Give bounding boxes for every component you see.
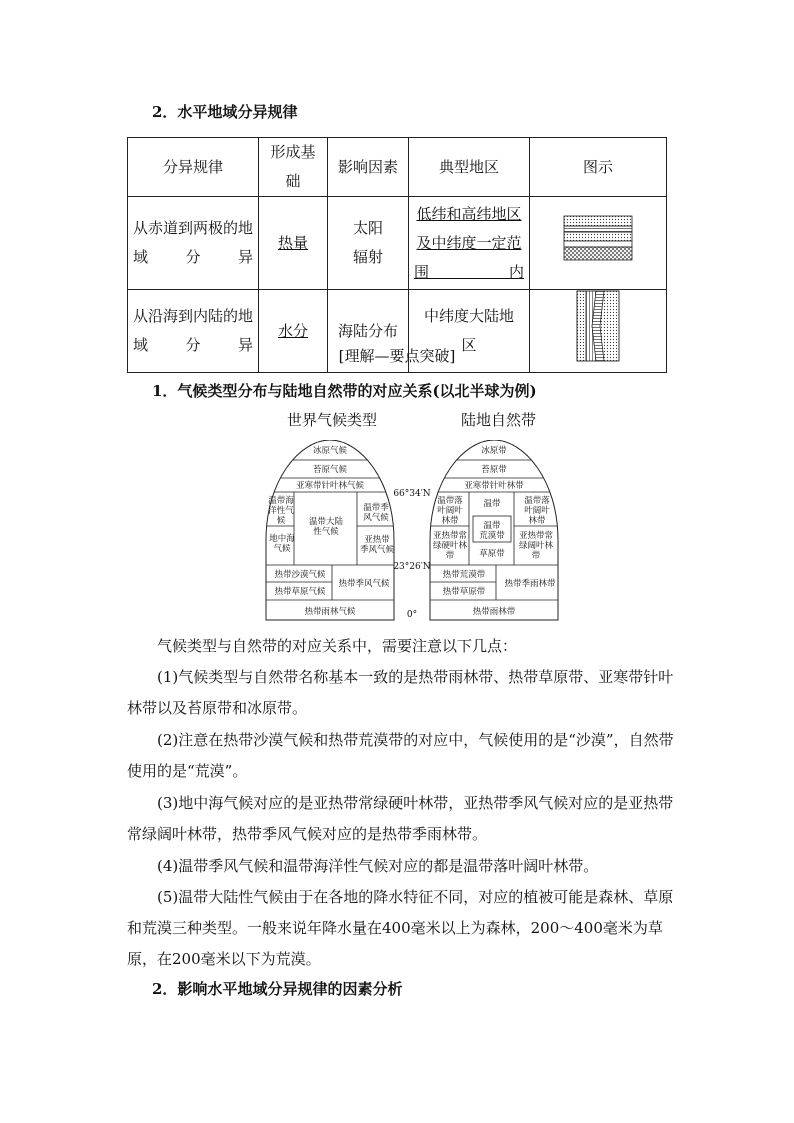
zone-taiga: 亚寒带针叶林带 (464, 481, 524, 491)
zone-trop-rain: 热带雨林带 (472, 607, 516, 617)
zone-ice: 冰原带 (481, 446, 507, 456)
cell-region: 中纬度大陆地区 (409, 290, 530, 373)
zone-sclero-2: 绿硬叶林 (432, 541, 468, 551)
climate-monsoon-sub-1: 亚热带 (364, 535, 390, 545)
point1-title: 1．气候类型分布与陆地自然带的对应关系(以北半球为例) (152, 382, 537, 400)
table-header-row (128, 138, 667, 197)
section-title-horizontal-differentiation: 2．水平地域分异规律 (152, 103, 298, 121)
header-rule: 分异规律 (128, 138, 259, 197)
zone-decid-l-1: 温带落 (437, 496, 463, 506)
climate-marine-2: 洋性气 (268, 506, 294, 516)
zone-grass: 草原带 (479, 549, 505, 559)
header-factor: 影响因素 (328, 138, 409, 197)
zone-trop-monsoon: 热带季雨林带 (504, 579, 556, 589)
zone-evergreen-2: 绿阔叶林 (518, 541, 554, 551)
cell-rule: 从赤道到两极的地域分异 (128, 197, 259, 290)
zone-temp-desert-2: 荒漠带 (479, 531, 505, 541)
climate-desert: 热带沙漠气候 (274, 570, 326, 580)
zone-decid-r-1: 温带落 (524, 496, 550, 506)
zone-tundra: 苔原带 (481, 465, 507, 475)
cell-region: 低纬和高纬地区及中纬度一定范围内 (409, 197, 530, 290)
climate-continental-2: 性气候 (313, 527, 339, 537)
zone-decid-l-2: 叶阔叶 (437, 506, 463, 516)
zone-decid-r-3: 林带 (528, 516, 546, 526)
climate-monsoon-temp-1: 温带季 (363, 503, 389, 513)
zone-evergreen-1: 亚热带常 (518, 531, 554, 541)
note-item-2: (2)注意在热带沙漠气候和热带荒漠带的对应中，气候使用的是“沙漠”，自然带使用的是“荒漠”。 (127, 731, 674, 780)
note-item-3: (3)地中海气候对应的是亚热带常绿硬叶林带，亚热带季风气候对应的是亚热带常绿阔叶林带，热带季风气候对应的是热带季雨林带。 (127, 794, 674, 843)
climate-marine-1: 温带海 (268, 496, 294, 506)
note-item-4: (4)温带季风气候和温带海洋性气候对应的都是温带落叶阔叶林带。 (157, 857, 599, 875)
climate-med-1: 地中海 (269, 534, 295, 544)
climate-monsoon-temp-2: 风气候 (363, 513, 389, 523)
climate-marine-3: 候 (276, 516, 286, 526)
climate-med-2: 气候 (273, 544, 291, 554)
climate-monsoon-trop: 热带季风气候 (338, 579, 390, 589)
climate-rainforest: 热带雨林气候 (304, 607, 356, 617)
table-row (128, 197, 667, 290)
header-region: 典型地区 (409, 138, 530, 197)
zone-trop-grass: 热带草原带 (442, 587, 486, 597)
zone-steppe-1: 温带 (483, 499, 501, 509)
climate-monsoon-sub-2: 季风气候 (359, 545, 395, 555)
cell-illustration-latitudinal (530, 197, 667, 290)
cell-basis: 热量 (259, 197, 328, 290)
diagram-left-title: 世界气候类型 (287, 411, 378, 429)
climate-savanna: 热带草原气候 (274, 587, 326, 597)
point2-title: 2．影响水平地域分异规律的因素分析 (152, 980, 403, 998)
climate-tundra: 苔原气候 (312, 465, 348, 475)
note-item-5: (5)温带大陆性气候由于在各地的降水特征不同，对应的植被可能是森林、草原和荒漠三种类型。一般来说年降水量在400毫米以上为森林，200～400毫米为草原，在200毫米以下为荒漠。 (127, 888, 674, 968)
zone-sclero-3: 带 (445, 551, 455, 561)
zone-temp-desert-1: 温带 (483, 521, 501, 531)
climate-ice: 冰原气候 (312, 446, 348, 456)
climate-continental-1: 温带大陆 (308, 517, 344, 527)
header-basis: 形成基础 (259, 138, 328, 197)
zone-sclero-1: 亚热带常 (432, 531, 468, 541)
zone-evergreen-3: 带 (531, 551, 541, 561)
lat-66-label: 66°34′N (393, 489, 431, 499)
diagram-right-title: 陆地自然带 (461, 411, 537, 429)
zone-decid-l-3: 林带 (441, 516, 459, 526)
cell-rule: 从沿海到内陆的地域分异 (128, 290, 259, 373)
zone-decid-r-2: 叶阔叶 (524, 506, 550, 516)
differentiation-table (127, 137, 667, 373)
lat-0-label: 0° (406, 610, 418, 620)
intro-paragraph: 气候类型与自然带的对应关系中，需要注意以下几点： (157, 637, 518, 655)
cell-factor: 海陆分布 (328, 290, 409, 373)
lat-23-label: 23°26′N (393, 562, 431, 572)
zone-trop-desert: 热带荒漠带 (442, 570, 486, 580)
climate-zone-diagram (260, 440, 570, 624)
cell-basis: 水分 (259, 290, 328, 373)
climate-subarctic: 亚寒带针叶林气候 (295, 481, 365, 491)
cell-factor: 太阳辐射 (328, 197, 409, 290)
note-item-1: (1)气候类型与自然带名称基本一致的是热带雨林带、热带草原带、亚寒带针叶林带以及苔原带和冰原带。 (127, 668, 674, 717)
latitudinal-zones-icon (563, 215, 633, 261)
understand-heading: [理解—要点突破] (338, 347, 456, 365)
header-illustration: 图示 (530, 138, 667, 197)
